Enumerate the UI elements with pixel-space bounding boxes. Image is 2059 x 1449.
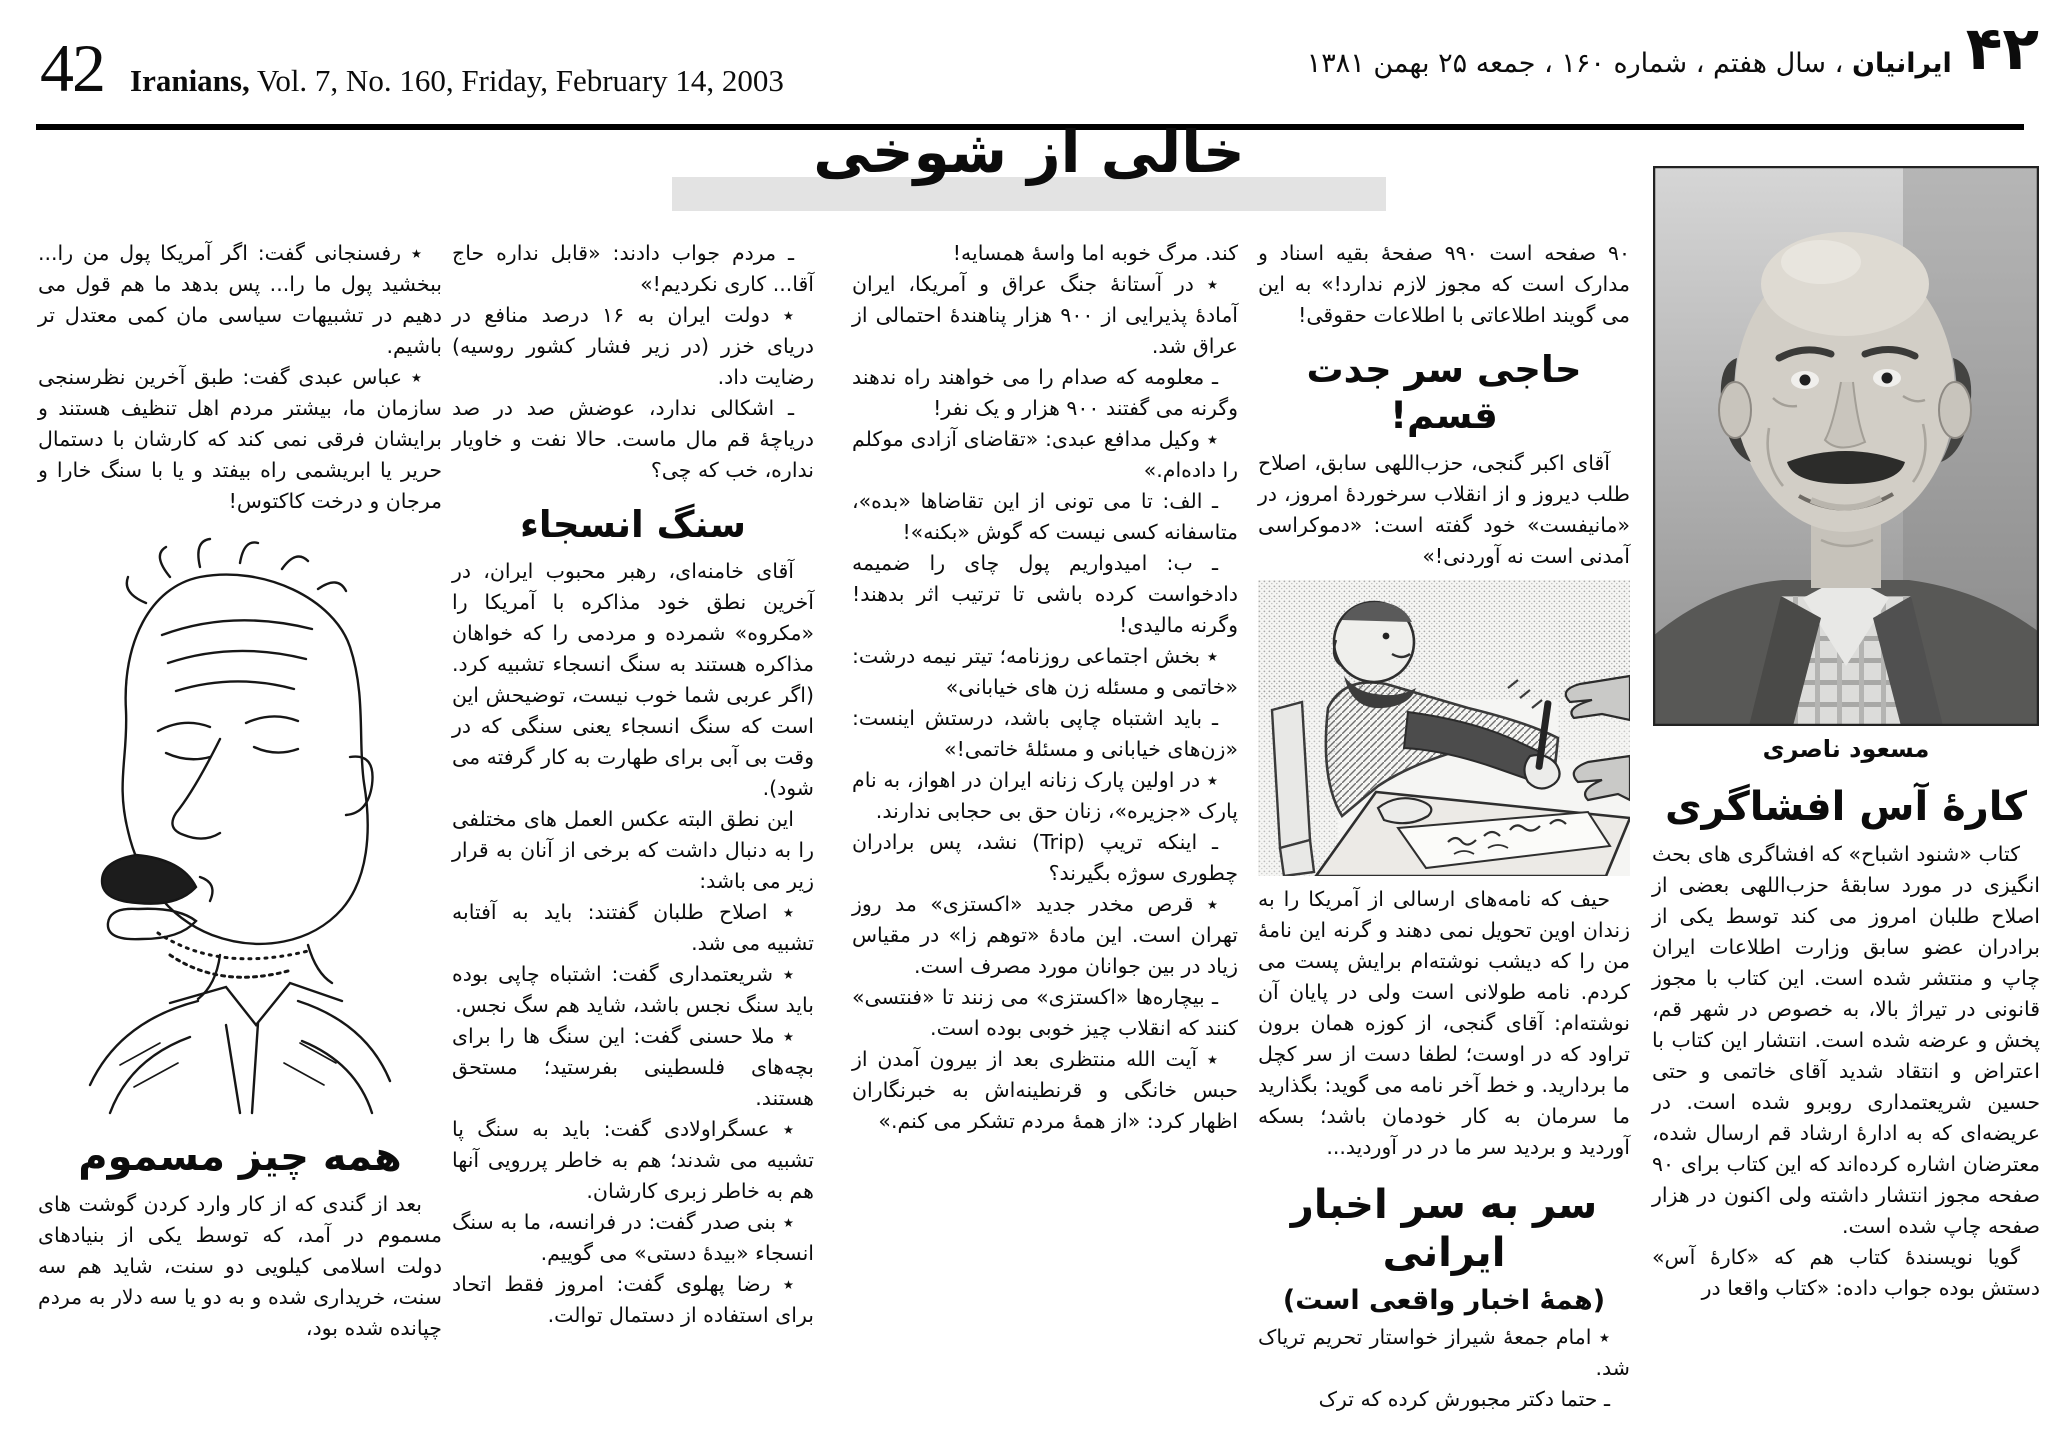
paragraph: ـ ب: امیدواریم پول چای را ضمیمه دادخواست کرده باشی تا ترتیب اثر بدهند! وگرنه مالیدی! xyxy=(852,551,1238,637)
masthead-persian xyxy=(1306,13,2039,84)
paragraph: گویا نویسندهٔ کتاب هم که «کارهٔ آس» دستش بوده جواب داده: «کتاب واقعا در xyxy=(1652,1245,2040,1300)
paragraph: ٭ شریعتمداری گفت: اشتباه چاپی بوده باید سنگ نجس باشد، شاید هم سگ نجس. xyxy=(452,962,814,1018)
paragraph: بعد از گندی که از کار وارد کردن گوشت های مسموم در آمد، که توسط یکی از بنیادهای دولت اسلامی کیلویی دو سنت، شاید هم سه سنت، خریداری شده و به دو یا سه دلار به مردم چپانده شده بود، xyxy=(38,1192,442,1340)
section-heading-everything-poisoned: همه چیز مسموم xyxy=(78,1134,402,1180)
section-heading-ansija-stone: سنگ انسجاء xyxy=(520,503,746,546)
paragraph: ٭ عسگراولادی گفت: باید به سنگ پا تشبیه می شدند؛ هم به خاطر پررویی آنها هم به خاطر زبری کارشان. xyxy=(452,1117,814,1204)
column-center xyxy=(852,238,1238,1137)
paragraph: ٭ ملا حسنی گفت: این سنگ ها را برای بچه‌های فلسطینی بفرستید؛ مستحق هستند. xyxy=(452,1024,814,1111)
masthead xyxy=(0,0,2059,126)
column-left-middle xyxy=(452,238,814,1331)
masthead-persian-name: ایرانیان xyxy=(1851,48,1952,79)
paragraph: ٭ بنی صدر گفت: در فرانسه، ما به سنگ انسجاء «بیدهٔ دستی» می گوییم. xyxy=(452,1210,814,1266)
section-heading-iranian-news: سر به سر اخبار ایرانی xyxy=(1290,1181,1598,1276)
editorial-cartoon xyxy=(1258,580,1630,876)
photo-caption: مسعود ناصری xyxy=(1762,735,1930,763)
paragraph: ـ حتما دکتر مجبورش کرده که ترک xyxy=(1318,1386,1610,1411)
paragraph: ٭ وکیل مدافع عبدی: «تقاضای آزادی موکلم را داده‌ام.» xyxy=(852,427,1238,482)
masthead-persian-info: ، سال هفتم ، شماره ۱۶۰ ، جمعه ۲۵ بهمن ۱۳۸۱ xyxy=(1306,48,1852,79)
section-heading-ace-revelation: کارهٔ آس افشاگری xyxy=(1664,784,2028,830)
column-right-middle xyxy=(1258,238,1630,1415)
paragraph: ٭ در اولین پارک زنانه ایران در اهواز، به نام پارک «جزیره»، زنان حق بی حجابی ندارند. xyxy=(852,768,1238,823)
paragraph: ٭ بخش اجتماعی روزنامه؛ تیتر نیمه درشت: «خاتمی و مسئله زن های خیابانی» xyxy=(852,644,1238,699)
column-far-left xyxy=(38,238,442,1344)
paragraph: ۹۰ صفحه است ۹۹۰ صفحهٔ بقیه اسناد و مدارک است که مجوز لازم ندارد!» به این می گویند اطلاعاتی با اطلاعات حقوقی! xyxy=(1258,241,1630,327)
paragraph: ـ باید اشتباه چاپی باشد، درستش اینست: «زن‌های خیابانی و مسئلهٔ خاتمی!» xyxy=(852,706,1238,761)
paragraph: ٭ رضا پهلوی گفت: امروز فقط اتحاد برای استفاده از دستمال توالت. xyxy=(452,1272,814,1328)
paragraph: ـ مردم جواب دادند: «قابل نداره حاج آقا... کاری نکردیم!» xyxy=(452,241,814,296)
paragraph: ٭ آیت الله منتظری بعد از بیرون آمدن از حبس خانگی و قرنطینه‌اش به خبرنگاران اظهار کرد: «از همهٔ مردم تشکر می کنم.» xyxy=(852,1047,1238,1133)
paragraph: ٭ در آستانهٔ جنگ عراق و آمریکا، ایران آمادهٔ پذیرایی از ۹۰۰ هزار پناهندهٔ احتمالی از عراق شد. xyxy=(852,272,1238,358)
paragraph: ـ الف: تا می تونی از این تقاضاها «بده»، متاسفانه کسی نیست که گوش «بکنه»! xyxy=(852,489,1238,544)
column-far-right xyxy=(1652,166,2040,1304)
section-heading-haji-swear: حاجی سر جدت قسم! xyxy=(1306,348,1582,438)
masthead-persian-text xyxy=(1307,48,1952,79)
paragraph: کند. مرگ خوبه اما واسهٔ همسایه! xyxy=(952,241,1238,265)
paragraph: ٭ دولت ایران به ۱۶ درصد منافع در دریای خزر (در زیر فشار کشور روسیه) رضایت داد. xyxy=(452,303,814,389)
masthead-latin-name: Iranians, xyxy=(130,63,250,98)
section-subheading-all-news-real: (همهٔ اخبار واقعی است) xyxy=(1282,1284,1606,1316)
masthead-latin-info: Vol. 7, No. 160, Friday, February 14, 2003 xyxy=(249,63,784,98)
paragraph: آقای اکبر گنجی، حزب‌اللهی سابق، اصلاح طلب دیروز و از انقلاب سرخوردهٔ امروز، در «مانیفست» خود گفته است: «دموکراسی آمدنی است نه آوردنی!» xyxy=(1258,450,1630,568)
paragraph: ـ اشکالی ندارد، عوضش صد در صد دریاچهٔ قم مال ماست. حالا نفت و خاویار نداره، خب که چی؟ xyxy=(452,396,814,482)
paragraph: ٭ قرص مخدر جدید «اکستزی» مد روز تهران است. این مادهٔ «توهم زا» در مقیاس زیاد در بین جوانان مورد مصرف است. xyxy=(852,892,1238,978)
paragraph: ٭ عباس عبدی گفت: طبق آخرین نظرسنجی سازمان ما، بیشتر مردم اهل تنظیف هستند و برایشان فرقی نمی کند که کارشان با دستمال حریر یا ابریشمی راه بیفتد و یا با سنگ خارا و مرجان و درخت کاکتوس! xyxy=(38,365,442,513)
paragraph: ـ اینکه تریپ (Trip) نشد، پس برادران چطوری سوژه بگیرند؟ xyxy=(852,830,1238,885)
caricature-drawing xyxy=(50,525,430,1115)
paragraph: حیف که نامه‌های ارسالی از آمریکا را به زندان اوین تحویل نمی دهند و گرنه این نامهٔ من را که دیشب نوشته‌ام برایش پست می کردم. نامه طولانی است ولی در پایان آن نوشته‌ام: آقای گنجی، از کوزه همان برون تراود که در اوست؛ لطفا دست از سر کچل ما بردارید. و خط آخر نامه می گوید: بگذارید ما سرمان به کار خودمان باشد؛ بسکه آوردید و بردید سر ما در در آوردید... xyxy=(1258,886,1630,1159)
page-title: خالی از شوخی xyxy=(813,118,1245,186)
page-number-persian: ۴۲ xyxy=(1965,13,2039,84)
paragraph: ٭ اصلاح طلبان گفتند: باید به آفتابه تشبیه می شد. xyxy=(452,900,814,956)
portrait-photo xyxy=(1653,166,2039,726)
paragraph: کتاب «شنود اشباح» که افشاگری های بحث انگیزی در مورد سابقهٔ حزب‌اللهی بعضی از اصلاح طلبان امروز می کند توسط یکی از برادران عضو سابق وزارت اطلاعات ایران چاپ و منتشر شده است. این کتاب با مجوز قانونی در تیراژ بالا، به خصوص در شهر قم، پخش و عرضه شده است. انتشار این کتاب با اعتراض و انتقاد شدید آقای خاتمی و حتی حسین شریعتمداری روبرو شده است. در عریضه‌ای که به ادارهٔ ارشاد قم ارسال شده، معترضان اشاره کرده‌اند که این کتاب برای ۹۰ صفحه مجوز انتشار داشته ولی اکنون در هزار صفحه چاپ شده است. xyxy=(1652,842,2040,1238)
masthead-latin-text xyxy=(130,63,784,99)
masthead-latin xyxy=(40,30,784,106)
page-number-latin: 42 xyxy=(40,30,104,106)
paragraph: ٭ رفسنجانی گفت: اگر آمریکا پول من را... ببخشید پول ما را... پس بدهد ما هم قول می دهیم در تشبیهات سیاسی مان کمی معتدل تر باشیم. xyxy=(38,241,442,358)
paragraph: ٭ امام جمعهٔ شیراز خواستار تحریم تریاک شد. xyxy=(1258,1324,1630,1380)
paragraph: ـ بیچاره‌ها «اکستزی» می زنند تا «فنتسی» کنند که انقلاب چیز خوبی بوده است. xyxy=(852,985,1238,1040)
paragraph: آقای خامنه‌ای، رهبر محبوب ایران، در آخرین نطق خود مذاکره با آمریکا را «مکروه» شمرده و مردمی را که خواهان مذاکره هستند به سنگ انسجاء تشبیه کرد. (اگر عربی شما خوب نیست، توضیحش این است که سنگ انسجاء یعنی سنگی که در وقت بی آبی برای طهارت به کار گرفته می شود). xyxy=(452,559,814,801)
paragraph: این نطق البته عکس العمل های مختلفی را به دنبال داشت که برخی از آنان به قرار زیر می باشد: xyxy=(452,807,814,894)
paragraph: ـ معلومه که صدام را می خواهند راه ندهند وگرنه می گفتند ۹۰۰ هزار و یک نفر! xyxy=(852,365,1238,420)
